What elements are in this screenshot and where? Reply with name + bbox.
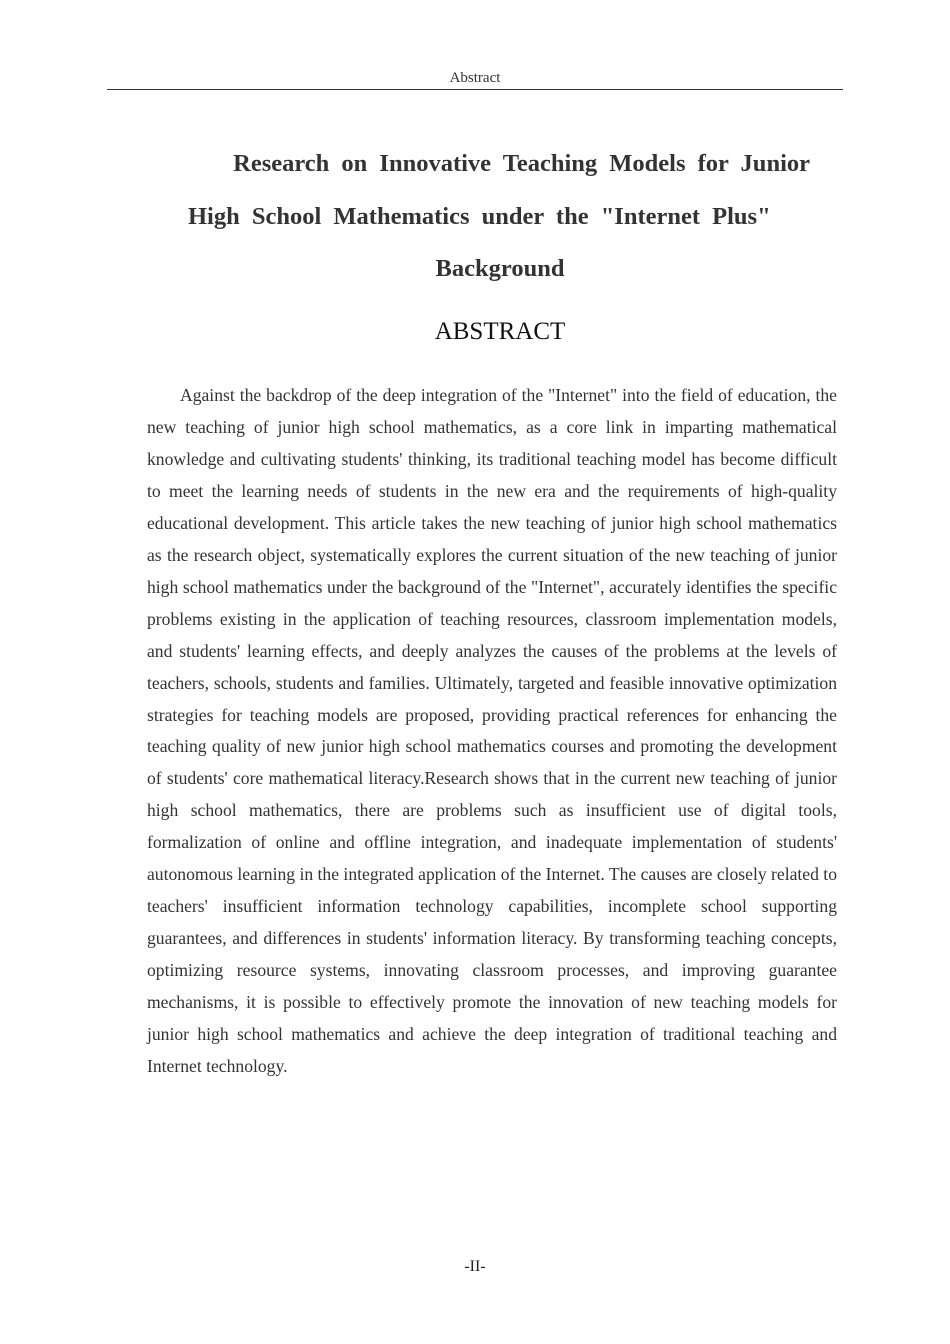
paper-title [170, 138, 830, 296]
abstract-body: Against the backdrop of the deep integration of the "Internet" into the field of education, the new teaching of junior high school mathematics, as a core link in imparting mathematical knowledge and cultivating students' thinking, its traditional teaching model has become difficult to meet the learning needs of students in the new era and the requirements of high-quality educational development. This article takes the new teaching of junior high school mathematics as the research object, systematically explores the current situation of the new teaching of junior high school mathematics under the background of the "Internet", accurately identifies the specific problems existing in the application of teaching resources, classroom implementation models, and students' learning effects, and deeply analyzes the causes of the problems at the levels of teachers, schools, students and families. Ultimately, targeted and feasible innovative optimization strategies for teaching models are proposed, providing practical references for enhancing the teaching quality of new junior high school mathematics courses and promoting the development of students' core mathematical literacy.Research shows that in the current new teaching of junior high school mathematics, there are problems such as insufficient use of digital tools, formalization of online and offline integration, and inadequate implementation of students' autonomous learning in the integrated application of the Internet. The causes are closely related to teachers' insufficient information technology capabilities, incomplete school supporting guarantees, and differences in students' information literacy. By transforming teaching concepts, optimizing resource systems, innovating classroom processes, and improving guarantee mechanisms, it is possible to effectively promote the innovation of new teaching models for junior high school mathematics and achieve the deep integration of traditional teaching and Internet technology. [147, 385, 837, 1077]
title-line-3: Background [435, 255, 565, 282]
title-line-2: High School Mathematics under the "Internet Plus" [188, 202, 771, 230]
page-number: -II- [464, 1258, 486, 1275]
title-line-1: Research on Innovative Teaching Models for Junior [233, 150, 810, 177]
running-header: Abstract [107, 69, 843, 90]
abstract-heading: ABSTRACT [434, 318, 566, 345]
